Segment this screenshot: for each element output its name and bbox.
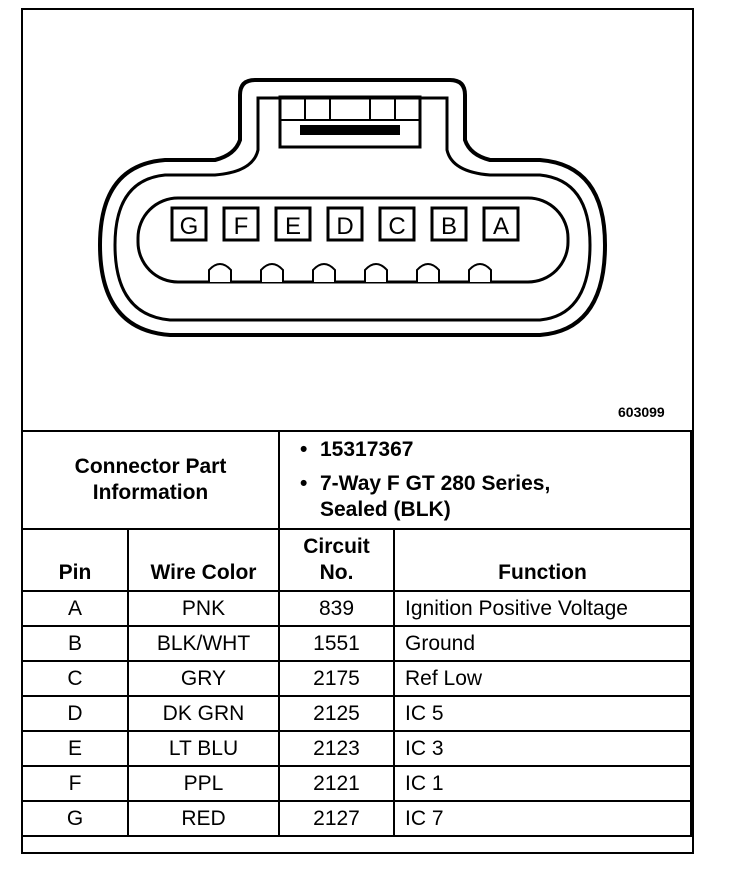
cell-function: IC 1: [394, 766, 691, 801]
cell-pin: E: [22, 731, 128, 766]
cell-function: IC 5: [394, 696, 691, 731]
cell-circuit: 2175: [279, 661, 394, 696]
header-row: [22, 529, 691, 591]
header-circuit-no: Circuit No.: [279, 529, 394, 591]
table-row: [22, 696, 691, 731]
cell-wire-color: PPL: [128, 766, 279, 801]
table-row: [22, 766, 691, 801]
part-info-item: • 15317367: [300, 438, 414, 461]
latch-bar: [300, 125, 400, 135]
cavity-bumps: [209, 264, 491, 282]
pin-f: [224, 208, 258, 240]
pin-letter: C: [388, 213, 406, 240]
cell-function: IC 7: [394, 801, 691, 836]
cell-pin: F: [22, 766, 128, 801]
table-row: [22, 731, 691, 766]
cell-function: Ignition Positive Voltage: [394, 591, 691, 626]
cell-circuit: 2127: [279, 801, 394, 836]
cell-wire-color: LT BLU: [128, 731, 279, 766]
pin-letter: G: [179, 213, 199, 240]
cell-function: Ref Low: [394, 661, 691, 696]
part-info-row: [22, 431, 691, 529]
cavity-bump: [261, 264, 283, 282]
cell-function: IC 3: [394, 731, 691, 766]
pin-b: [432, 208, 466, 240]
cell-wire-color: GRY: [128, 661, 279, 696]
cell-wire-color: PNK: [128, 591, 279, 626]
cell-circuit: 1551: [279, 626, 394, 661]
table-row: [22, 626, 691, 661]
pin-letter: B: [440, 213, 458, 240]
part-info-label: Connector Part Information: [22, 431, 279, 529]
cavity-bump: [209, 264, 231, 282]
cell-pin: G: [22, 801, 128, 836]
cell-function: Ground: [394, 626, 691, 661]
part-info-item: • 7-Way F GT 280 Series, Sealed (BLK): [300, 472, 551, 521]
cell-circuit: 2125: [279, 696, 394, 731]
cavity-bump: [417, 264, 439, 282]
cell-circuit: 2123: [279, 731, 394, 766]
pin-e: [276, 208, 310, 240]
pin-boxes: [172, 208, 518, 240]
cell-wire-color: BLK/WHT: [128, 626, 279, 661]
cell-pin: B: [22, 626, 128, 661]
cell-wire-color: DK GRN: [128, 696, 279, 731]
part-info-list: [279, 431, 691, 529]
table-row: [22, 591, 691, 626]
header-function: Function: [394, 529, 691, 591]
pin-letter: D: [336, 213, 354, 240]
pin-letter: F: [233, 213, 249, 240]
pin-g: [172, 208, 206, 240]
cell-wire-color: RED: [128, 801, 279, 836]
figure-id: 603099: [618, 404, 665, 420]
pin-letter: E: [284, 213, 302, 240]
pin-letter: A: [492, 213, 510, 240]
cell-pin: A: [22, 591, 128, 626]
cell-circuit: 839: [279, 591, 394, 626]
cell-pin: D: [22, 696, 128, 731]
header-wire-color: Wire Color: [128, 529, 279, 591]
connector-drawing: [0, 0, 736, 430]
table-row: [22, 661, 691, 696]
cell-circuit: 2121: [279, 766, 394, 801]
cavity-bump: [313, 264, 335, 282]
cavity-bump: [365, 264, 387, 282]
latch-outer: [280, 97, 420, 147]
cavity-bump: [469, 264, 491, 282]
cell-pin: C: [22, 661, 128, 696]
pin-d: [328, 208, 362, 240]
pin-a: [484, 208, 518, 240]
table-row: [22, 801, 691, 836]
header-pin: Pin: [22, 529, 128, 591]
pin-c: [380, 208, 414, 240]
connector-table: [21, 430, 692, 837]
